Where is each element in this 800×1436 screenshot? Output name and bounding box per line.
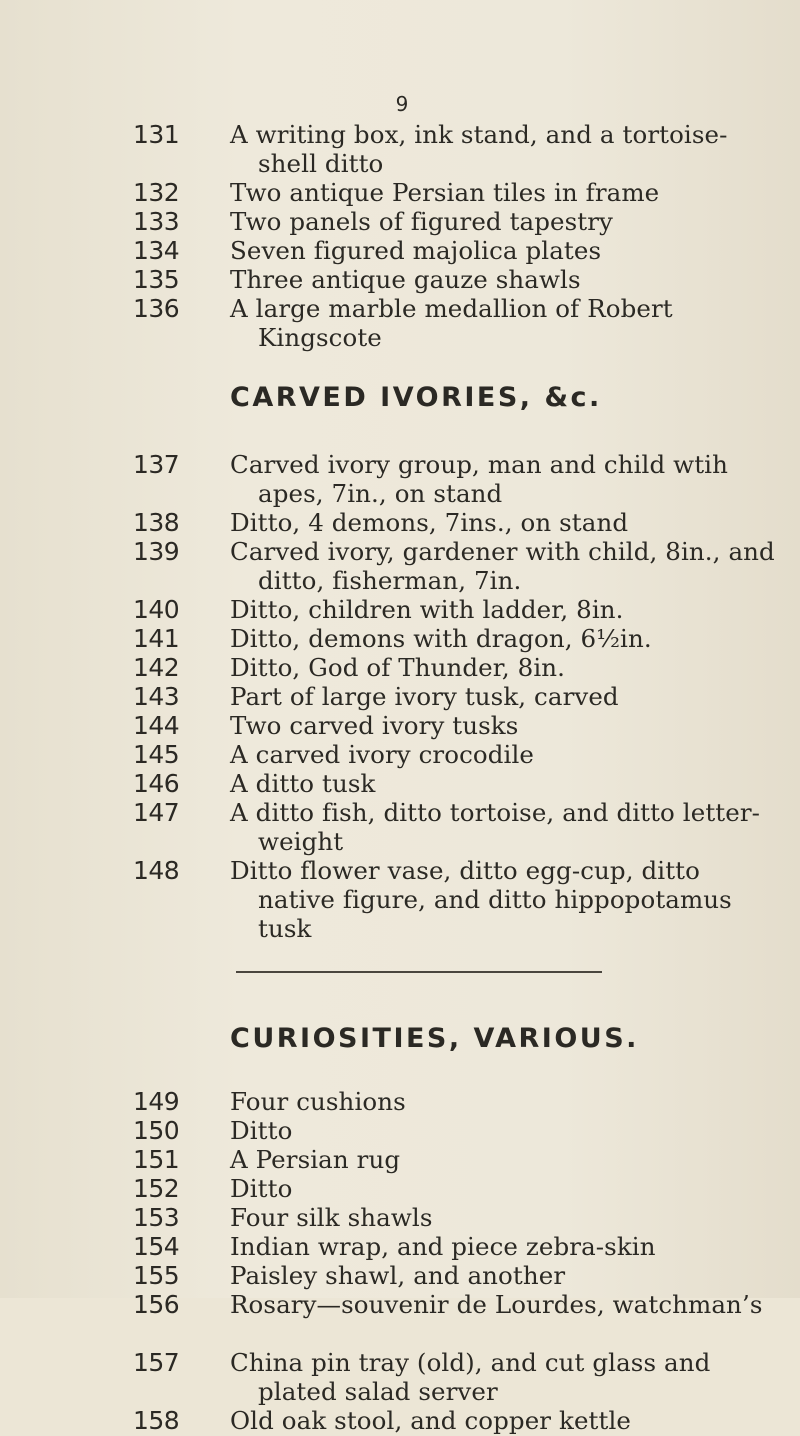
description-line: tusk [258, 914, 312, 943]
lot-description [230, 624, 800, 653]
section-heading: CARVED IVORIES, &c. [230, 382, 602, 413]
description-line: plated salad server [258, 1377, 498, 1406]
lot-number: 146 [133, 769, 180, 798]
description-line: Carved ivory group, man and child wtih [230, 450, 728, 479]
description-line: Four silk shawls [230, 1203, 433, 1232]
lot-number: 154 [133, 1232, 180, 1261]
lot-description [230, 1261, 800, 1290]
description-line: shell ditto [258, 149, 384, 178]
description-line: A ditto tusk [230, 769, 376, 798]
description-line: Ditto flower vase, ditto egg-cup, ditto [230, 856, 700, 885]
lot-number: 156 [133, 1290, 180, 1319]
description-line: Indian wrap, and piece zebra-skin [230, 1232, 656, 1261]
lot-description [230, 1406, 800, 1435]
lot-description [230, 178, 800, 207]
description-line: ditto, fisherman, 7in. [258, 566, 522, 595]
lot-number: 133 [133, 207, 180, 236]
lot-number: 148 [133, 856, 180, 885]
lot-description [230, 682, 800, 711]
lot-description [230, 207, 800, 236]
lot-description [230, 265, 800, 294]
description-line: Ditto [230, 1116, 293, 1145]
lot-number: 149 [133, 1087, 180, 1116]
lot-number: 139 [133, 537, 180, 566]
lot-description [230, 450, 800, 508]
lot-number: 141 [133, 624, 180, 653]
lot-number: 143 [133, 682, 180, 711]
description-line: Two carved ivory tusks [230, 711, 519, 740]
lot-description [230, 798, 800, 856]
description-line: A writing box, ink stand, and a tortoise- [230, 120, 728, 149]
lot-number: 142 [133, 653, 180, 682]
lot-description [230, 1232, 800, 1261]
description-line: Ditto, 4 demons, 7ins., on stand [230, 508, 629, 537]
page-number: 9 [395, 92, 409, 116]
lot-description [230, 711, 800, 740]
lot-description [230, 1203, 800, 1232]
description-line: Ditto [230, 1174, 293, 1203]
section-divider [236, 971, 602, 973]
lot-number: 135 [133, 265, 180, 294]
lot-description [230, 1116, 800, 1145]
lot-description [230, 740, 800, 769]
description-line: Four cushions [230, 1087, 406, 1116]
lot-number: 151 [133, 1145, 180, 1174]
lot-number: 158 [133, 1406, 180, 1435]
description-line: native figure, and ditto hippopotamus [258, 885, 732, 914]
section-heading: CURIOSITIES, VARIOUS. [230, 1023, 639, 1054]
description-line: A ditto fish, ditto tortoise, and ditto letter- [230, 798, 761, 827]
description-line: Old oak stool, and copper kettle [230, 1406, 631, 1435]
lot-description [230, 537, 800, 595]
lot-number: 145 [133, 740, 180, 769]
lot-description [230, 769, 800, 798]
lot-description [230, 653, 800, 682]
lot-number: 147 [133, 798, 180, 827]
description-line: Two panels of figured tapestry [230, 207, 614, 236]
description-line: Paisley shawl, and another [230, 1261, 566, 1290]
lot-number: 140 [133, 595, 180, 624]
lot-description [230, 1145, 800, 1174]
lot-number: 152 [133, 1174, 180, 1203]
lot-number: 137 [133, 450, 180, 479]
lot-number: 132 [133, 178, 180, 207]
description-line: Two antique Persian tiles in frame [230, 178, 660, 207]
lot-number: 157 [133, 1348, 180, 1377]
lot-description [230, 236, 800, 265]
description-line: A Persian rug [230, 1145, 401, 1174]
lot-number: 134 [133, 236, 180, 265]
description-line: Ditto, children with ladder, 8in. [230, 595, 624, 624]
description-line: Rosary—souvenir de Lourdes, watchman’s [230, 1290, 763, 1319]
lot-description [230, 1348, 800, 1406]
lot-number: 144 [133, 711, 180, 740]
lot-description [230, 1087, 800, 1116]
description-line: Seven figured majolica plates [230, 236, 602, 265]
lot-description [230, 508, 800, 537]
description-line: Ditto, demons with dragon, 6½in. [230, 624, 652, 653]
lot-description [230, 294, 800, 352]
description-line: Part of large ivory tusk, carved [230, 682, 619, 711]
lot-number: 136 [133, 294, 180, 323]
lot-number: 131 [133, 120, 180, 149]
lot-number: 155 [133, 1261, 180, 1290]
description-line: Three antique gauze shawls [230, 265, 581, 294]
description-line: China pin tray (old), and cut glass and [230, 1348, 711, 1377]
description-line: Ditto, God of Thunder, 8in. [230, 653, 566, 682]
description-line: weight [258, 827, 344, 856]
description-line: Kingscote [258, 323, 382, 352]
description-line: A carved ivory crocodile [230, 740, 535, 769]
description-line: Carved ivory, gardener with child, 8in., and [230, 537, 775, 566]
description-line: apes, 7in., on stand [258, 479, 503, 508]
lot-description [230, 856, 800, 943]
lot-description [230, 120, 800, 178]
lot-description [230, 595, 800, 624]
description-line: A large marble medallion of Robert [230, 294, 673, 323]
lot-number: 153 [133, 1203, 180, 1232]
lot-description [230, 1290, 800, 1319]
lot-description [230, 1174, 800, 1203]
lot-number: 138 [133, 508, 180, 537]
lot-number: 150 [133, 1116, 180, 1145]
